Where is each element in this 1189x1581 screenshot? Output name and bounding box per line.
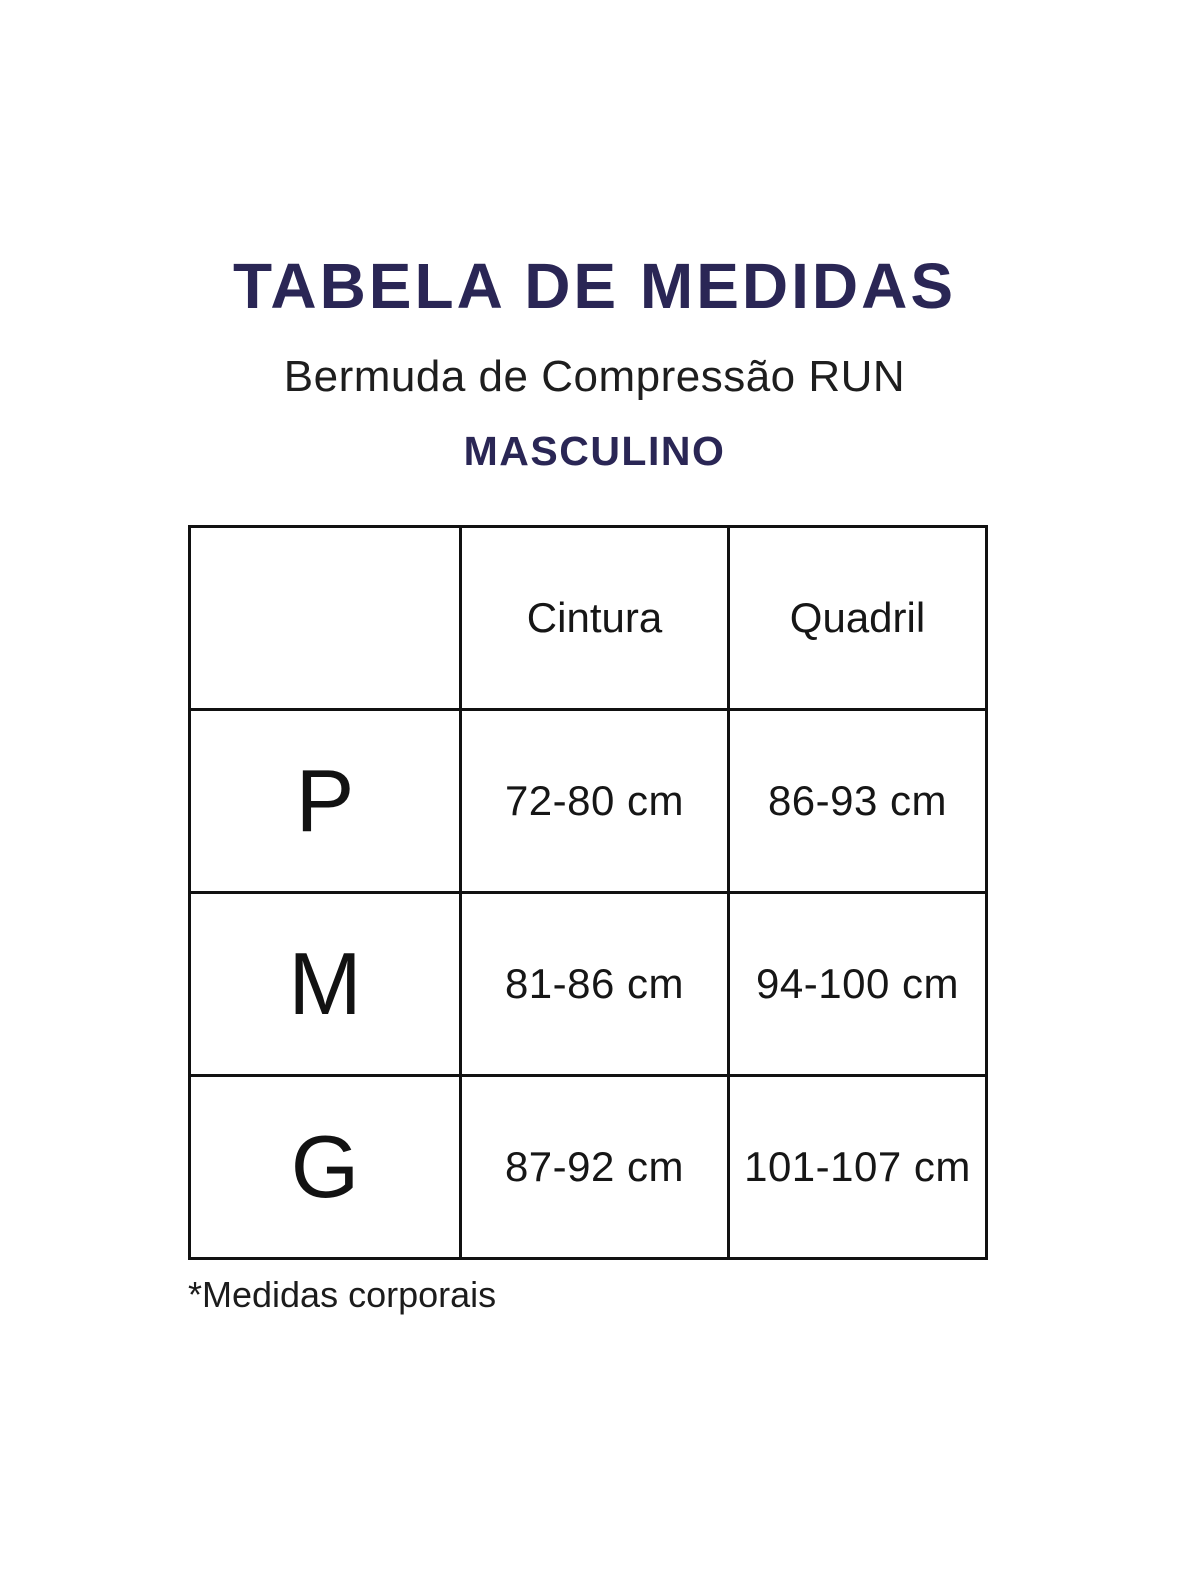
cintura-value: 72-80 cm — [461, 710, 729, 893]
cintura-value: 87-92 cm — [461, 1076, 729, 1259]
header-cell-quadril: Quadril — [729, 527, 987, 710]
size-label: G — [190, 1076, 461, 1259]
quadril-value: 101-107 cm — [729, 1076, 987, 1259]
table-row-g — [190, 1076, 987, 1259]
page-title: TABELA DE MEDIDAS — [233, 250, 956, 322]
table-row-p — [190, 710, 987, 893]
gender-label: MASCULINO — [463, 428, 726, 475]
quadril-value: 94-100 cm — [729, 893, 987, 1076]
cintura-value: 81-86 cm — [461, 893, 729, 1076]
header-cell-cintura: Cintura — [461, 527, 729, 710]
product-name: Bermuda de Compressão RUN — [283, 352, 906, 402]
footnote: *Medidas corporais — [188, 1274, 497, 1316]
table-row-m — [190, 893, 987, 1076]
size-table — [188, 525, 988, 1260]
size-label: P — [190, 710, 461, 893]
size-label: M — [190, 893, 461, 1076]
table-header-row — [190, 527, 987, 710]
header-cell-size — [190, 527, 461, 710]
quadril-value: 86-93 cm — [729, 710, 987, 893]
